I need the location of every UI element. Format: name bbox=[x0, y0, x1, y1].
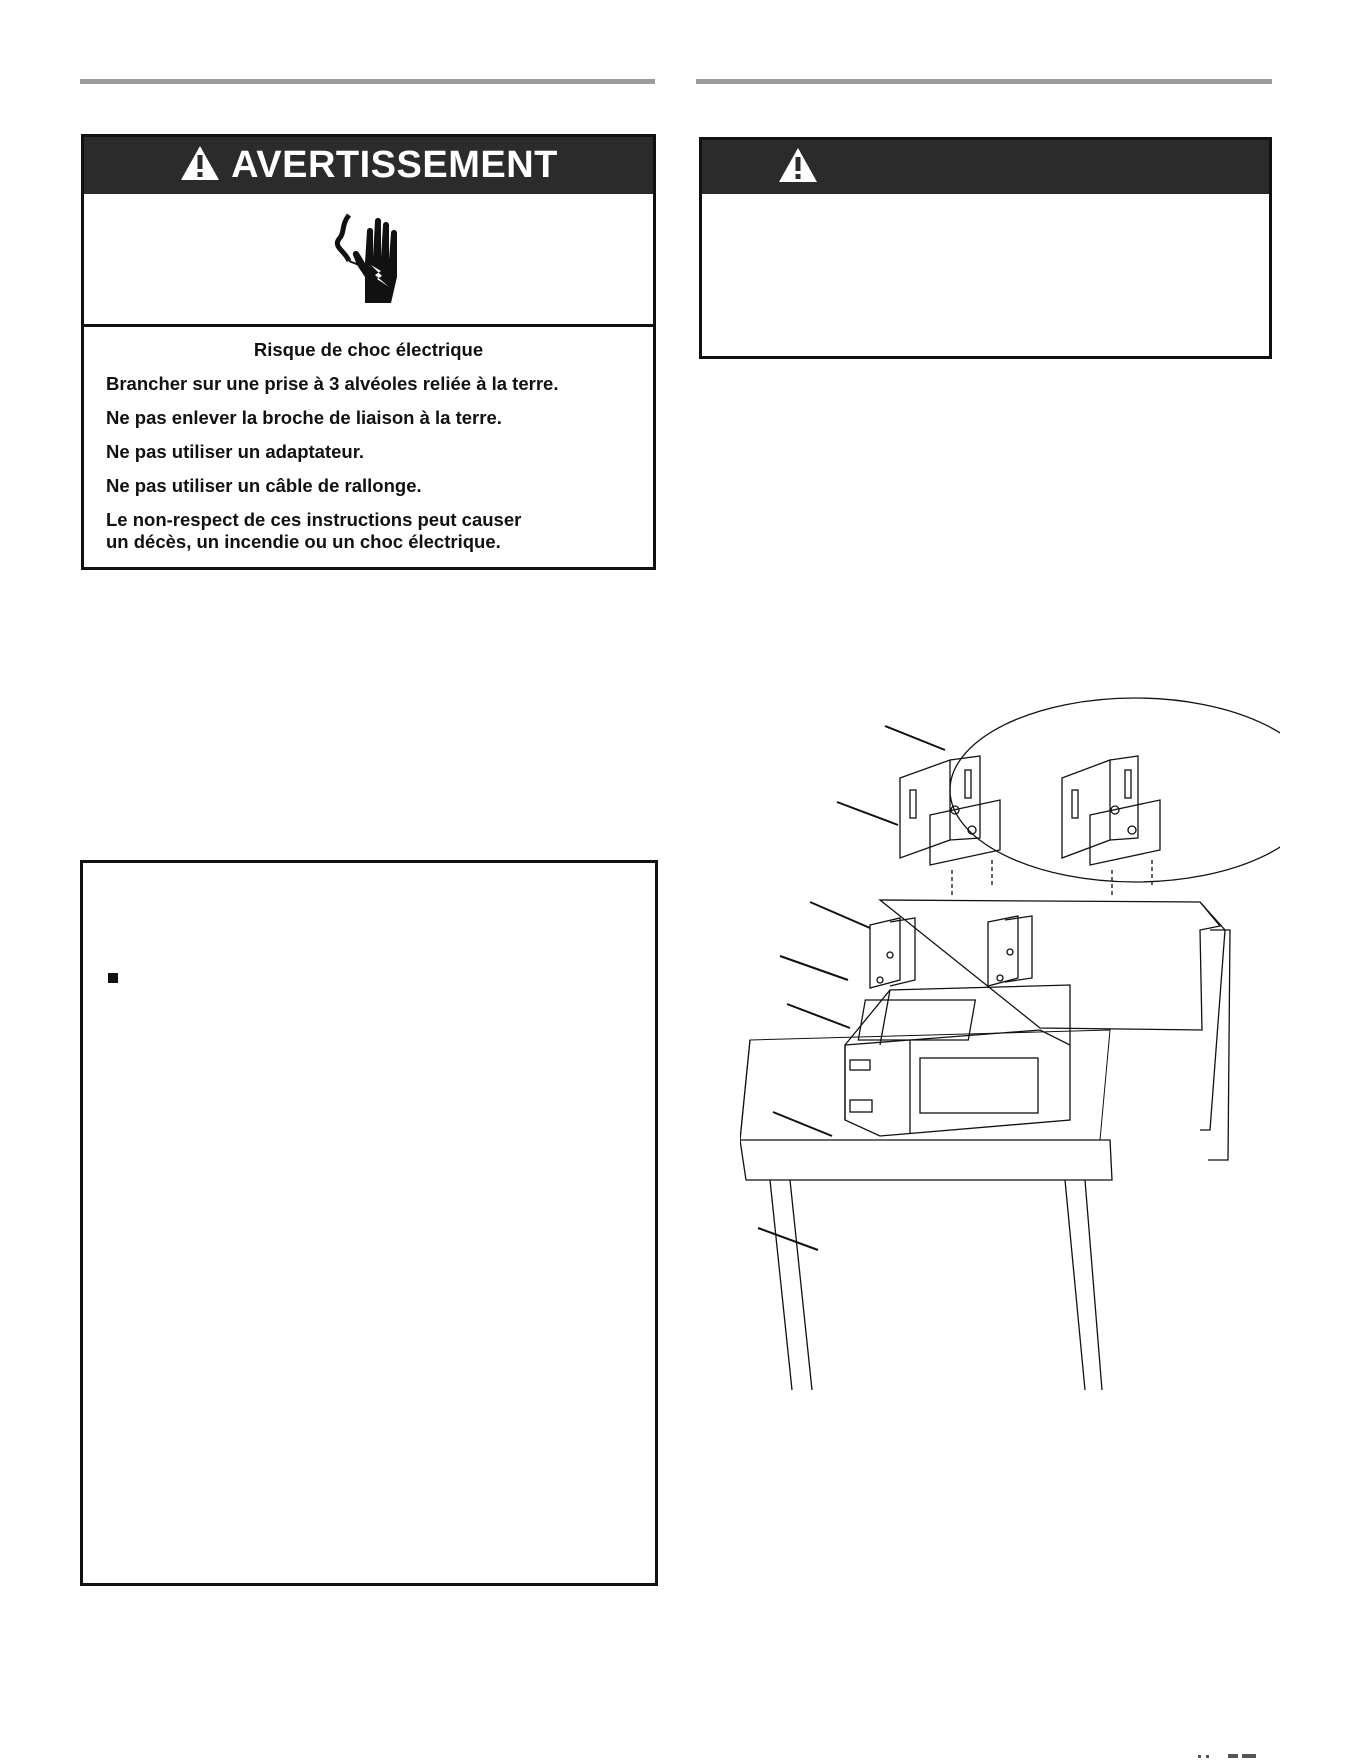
left-column-rule bbox=[80, 79, 655, 84]
warning-triangle-icon bbox=[179, 144, 221, 187]
microwave-mounting-diagram bbox=[740, 690, 1280, 1410]
warning-line-1: Risque de choc électrique bbox=[253, 339, 484, 360]
icon-area bbox=[84, 194, 653, 327]
warning-header bbox=[84, 137, 653, 194]
warning-text bbox=[84, 327, 653, 553]
square-bullet-icon bbox=[108, 973, 118, 983]
right-warning-box bbox=[699, 137, 1272, 359]
info-box bbox=[80, 860, 658, 1586]
warning-line-5: Ne pas utiliser un câble de rallonge. bbox=[106, 475, 422, 496]
page-footer-marks bbox=[1198, 1752, 1258, 1763]
warning-line-3: Ne pas enlever la broche de liaison à la terre. bbox=[106, 407, 502, 428]
electrical-warning-box bbox=[81, 134, 656, 570]
warning-line-4: Ne pas utiliser un adaptateur. bbox=[106, 441, 365, 462]
warning-triangle-icon bbox=[777, 146, 819, 189]
electrical-shock-hand-icon bbox=[319, 207, 419, 312]
warning-title: AVERTISSEMENT bbox=[231, 144, 558, 186]
right-column-rule bbox=[696, 79, 1272, 84]
warning-line-2: Brancher sur une prise à 3 alvéoles reliée à la terre. bbox=[106, 373, 559, 394]
right-warning-header bbox=[702, 140, 1269, 194]
warning-line-6: Le non-respect de ces instructions peut causer un décès, un incendie ou un choc électrique. bbox=[106, 509, 522, 552]
